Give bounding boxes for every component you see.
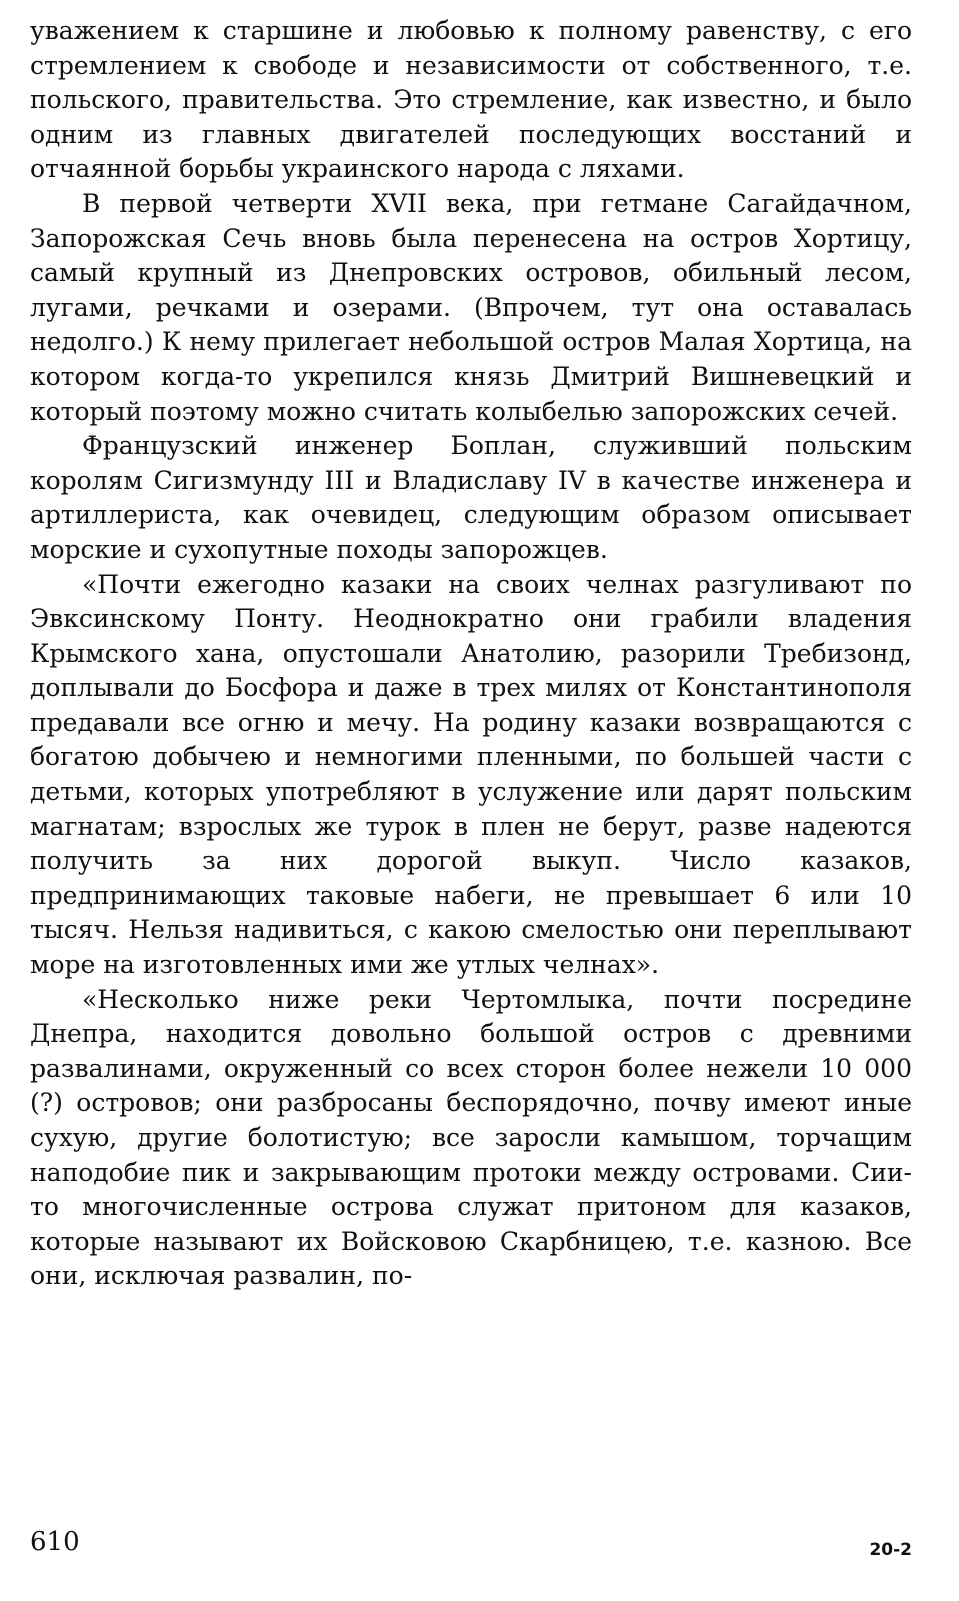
paragraph-4: «Почти ежегодно казаки на своих челнах разгуливают по Эвксинскому Понту. Неоднократно они грабили владения Крымского хана, опустошали Анатолию, разорили Требизонд, доплывали до Босфора и даже в трех милях от Константинополя предавали все огню и мечу. На родину казаки возвращаются с богатою добычею и немногими пленными, по большей части с детьми, которых употребляют в услужение или дарят польским магнатам; взрослых же турок в плен не берут, разве надеются получить за них дорогой выкуп. Число казаков, предпринимающих таковые набеги, не превышает 6 или 10 тысяч. Нельзя надивиться, с какою смелостью они переплывают море на изготовленных ими же утлых челнах». [30,569,912,980]
paragraph-5: «Несколько ниже реки Чертомлыка, почти посредине Днепра, находится довольно большой остров с древними развалинами, окруженный со всех сторон более нежели 10 000 (?) островов; они разбросаны беспорядочно, почву имеют иные сухую, другие болотистую; все заросли камышом, торчащим наподобие пик и закрывающим протоки между островами. Сии-то многочисленные острова служат притоном для казаков, которые называют их Войсковою Скарбницею, т.е. казною. Все они, исключая развалин, по- [30,984,912,1291]
paragraph-1: уважением к старшине и любовью к полному равенству, с его стремлением к свободе и независимости от собственного, т.е. польского, правительства. Это стремление, как известно, и было одним из главных двигателей последующих восстаний и отчаянной борьбы украинского народа с ляхами. [30,16,912,184]
paragraph-2: В первой четверти XVII века, при гетмане Сагайдачном, Запорожская Сечь вновь была перенесена на остров Хортицу, самый крупный из Днепровских островов, обильный лесом, лугами, речками и озерами. (Впрочем, тут она оставалась недолго.) К нему прилегает небольшой остров Малая Хортица, на котором когда-то укрепился князь Дмитрий Вишневецкий и который поэтому можно считать колыбелью запорожских сечей. [30,188,912,426]
page-number: 610 [30,1527,80,1557]
page-body [30,14,912,1294]
signature-mark: 20-2 [869,1540,912,1560]
paragraph-3: Французский инженер Боплан, служивший польским королям Сигизмунду III и Владиславу IV в качестве инженера и артиллериста, как очевидец, следующим образом описывает морские и сухопутные походы запорожцев. [30,431,912,564]
